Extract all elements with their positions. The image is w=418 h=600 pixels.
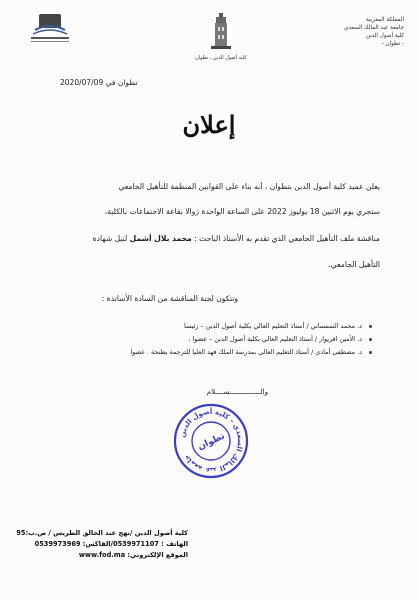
stamp-seal-icon [172, 402, 250, 480]
footer-phone: الهاتف : 0539971107/الفاكس: 0539973969 [34, 540, 188, 548]
footer-address: كلية أصول الدين /نهج عبد الخالق الطريس / ص.ب:95 [16, 529, 188, 537]
closing-salutation: والـــــــــــــــســــلام [206, 388, 268, 396]
candidate-name: محمد بلال أشمل [129, 234, 192, 243]
committee-member: د. مصطفى أمادي / أستاذ التعليم العالي بمدرسة الملك فهد العليا للترجمة بطنجة . عضوا [102, 348, 372, 361]
paragraph-text: مناقشة ملف التأهيل الجامعي الذي تقدم به الأستاذ الباحث : [194, 234, 380, 243]
official-stamp [172, 402, 250, 480]
stamp-ring-text: جامعة عبد المالك السعدي - كلية أصول الدين [178, 407, 245, 475]
document-date: تطوان في 2020/07/09 [60, 78, 138, 87]
logo-caption: كلية أصول الدين ـ تطوان [195, 55, 247, 61]
announcement-paragraph-line [40, 234, 380, 243]
committee-member: د. محمد التمسماني / أستاذ التعليم العالي بكلية أصول الدين – رئيسا [102, 322, 372, 335]
faculty-logo [186, 12, 256, 61]
minaret-icon [208, 12, 234, 50]
paragraph-text: لنيل شهادة [92, 234, 128, 243]
header-line: كلية أصول الدين [365, 33, 404, 39]
stamp-center-text: تطوان [196, 431, 227, 453]
announcement-paragraph-line: التأهيل الجامعي. [328, 260, 380, 269]
header-line: المملكة المغربية [366, 17, 404, 23]
institution-header [308, 16, 404, 48]
committee-member: د. الأمين اقريوار / أستاذ التعليم العالي بكلية أصول الدين – عضوا . [102, 335, 372, 348]
committee-intro: وتتكون لجنة المناقشة من السادة الأساتذة : [101, 294, 238, 303]
university-logo [20, 12, 80, 48]
footer-website: الموقع الإلكتروني: www.fod.ma [78, 551, 188, 559]
announcement-paragraph-line: يعلن عميد كلية أصول الدين بتطوان ، أنه بناء على القوانين المنظمة للتأهيل الجامعي [118, 182, 380, 191]
document-title: إعلان [182, 110, 236, 139]
university-emblem-icon [25, 12, 75, 44]
announcement-paragraph-line: ستجري يوم الاثنين 18 يوليوز 2022 على الساعة الواحدة زوالا بقاعة الاجتماعات بالكلية، [104, 207, 380, 216]
contact-footer [18, 528, 188, 561]
committee-list [102, 322, 372, 361]
header-line: - تطوان - [381, 41, 404, 47]
header-line: جامعة عبد المالك السعدي [343, 25, 404, 31]
